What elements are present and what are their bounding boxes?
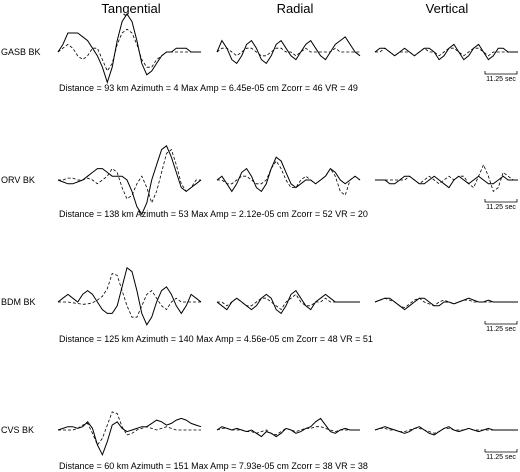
observed-trace-gasb-bk-radial <box>217 37 360 64</box>
station-label-orv-bk: ORV BK <box>1 175 35 185</box>
synthetic-trace-cvs-bk-vertical <box>375 428 518 433</box>
scale-label-gasb-bk: 11.25 sec <box>486 76 516 83</box>
station-label-bdm-bk: BDM BK <box>1 297 36 307</box>
station-info-gasb-bk: Distance = 93 km Azimuth = 4 Max Amp = 6.45e-05 cm Zcorr = 46 VR = 49 <box>59 83 358 93</box>
observed-trace-gasb-bk-tangential <box>58 14 201 82</box>
scale-bar-bdm-bk <box>485 321 517 324</box>
station-label-cvs-bk: CVS BK <box>1 425 35 435</box>
observed-trace-bdm-bk-tangential <box>58 268 201 325</box>
station-label-gasb-bk: GASB BK <box>1 47 41 57</box>
column-title-vertical: Vertical <box>425 1 469 16</box>
column-title-radial: Radial <box>276 1 314 16</box>
observed-trace-bdm-bk-vertical <box>375 298 518 309</box>
synthetic-trace-cvs-bk-tangential <box>58 412 201 445</box>
observed-trace-cvs-bk-tangential <box>58 418 201 454</box>
scale-bar-orv-bk <box>485 199 517 202</box>
scale-label-cvs-bk: 11.25 sec <box>486 454 516 461</box>
station-info-cvs-bk: Distance = 60 km Azimuth = 151 Max Amp = 7.93e-05 cm Zcorr = 38 VR = 38 <box>59 461 368 471</box>
scale-bar-cvs-bk <box>485 449 517 452</box>
station-info-bdm-bk: Distance = 125 km Azimuth = 140 Max Amp = 4.56e-05 cm Zcorr = 48 VR = 51 <box>59 334 373 344</box>
scale-bar-gasb-bk <box>485 71 517 74</box>
observed-trace-gasb-bk-vertical <box>375 44 518 59</box>
synthetic-trace-gasb-bk-tangential <box>58 29 201 71</box>
synthetic-trace-orv-bk-tangential <box>58 150 201 203</box>
synthetic-trace-bdm-bk-radial <box>217 294 360 309</box>
column-title-tangential: Tangential <box>101 1 161 16</box>
synthetic-trace-orv-bk-vertical <box>375 165 518 192</box>
station-info-orv-bk: Distance = 138 km Azimuth = 53 Max Amp = 2.12e-05 cm Zcorr = 52 VR = 20 <box>59 209 368 219</box>
observed-trace-cvs-bk-radial <box>217 418 360 436</box>
scale-label-orv-bk: 11.25 sec <box>486 204 516 211</box>
scale-label-bdm-bk: 11.25 sec <box>486 326 516 333</box>
